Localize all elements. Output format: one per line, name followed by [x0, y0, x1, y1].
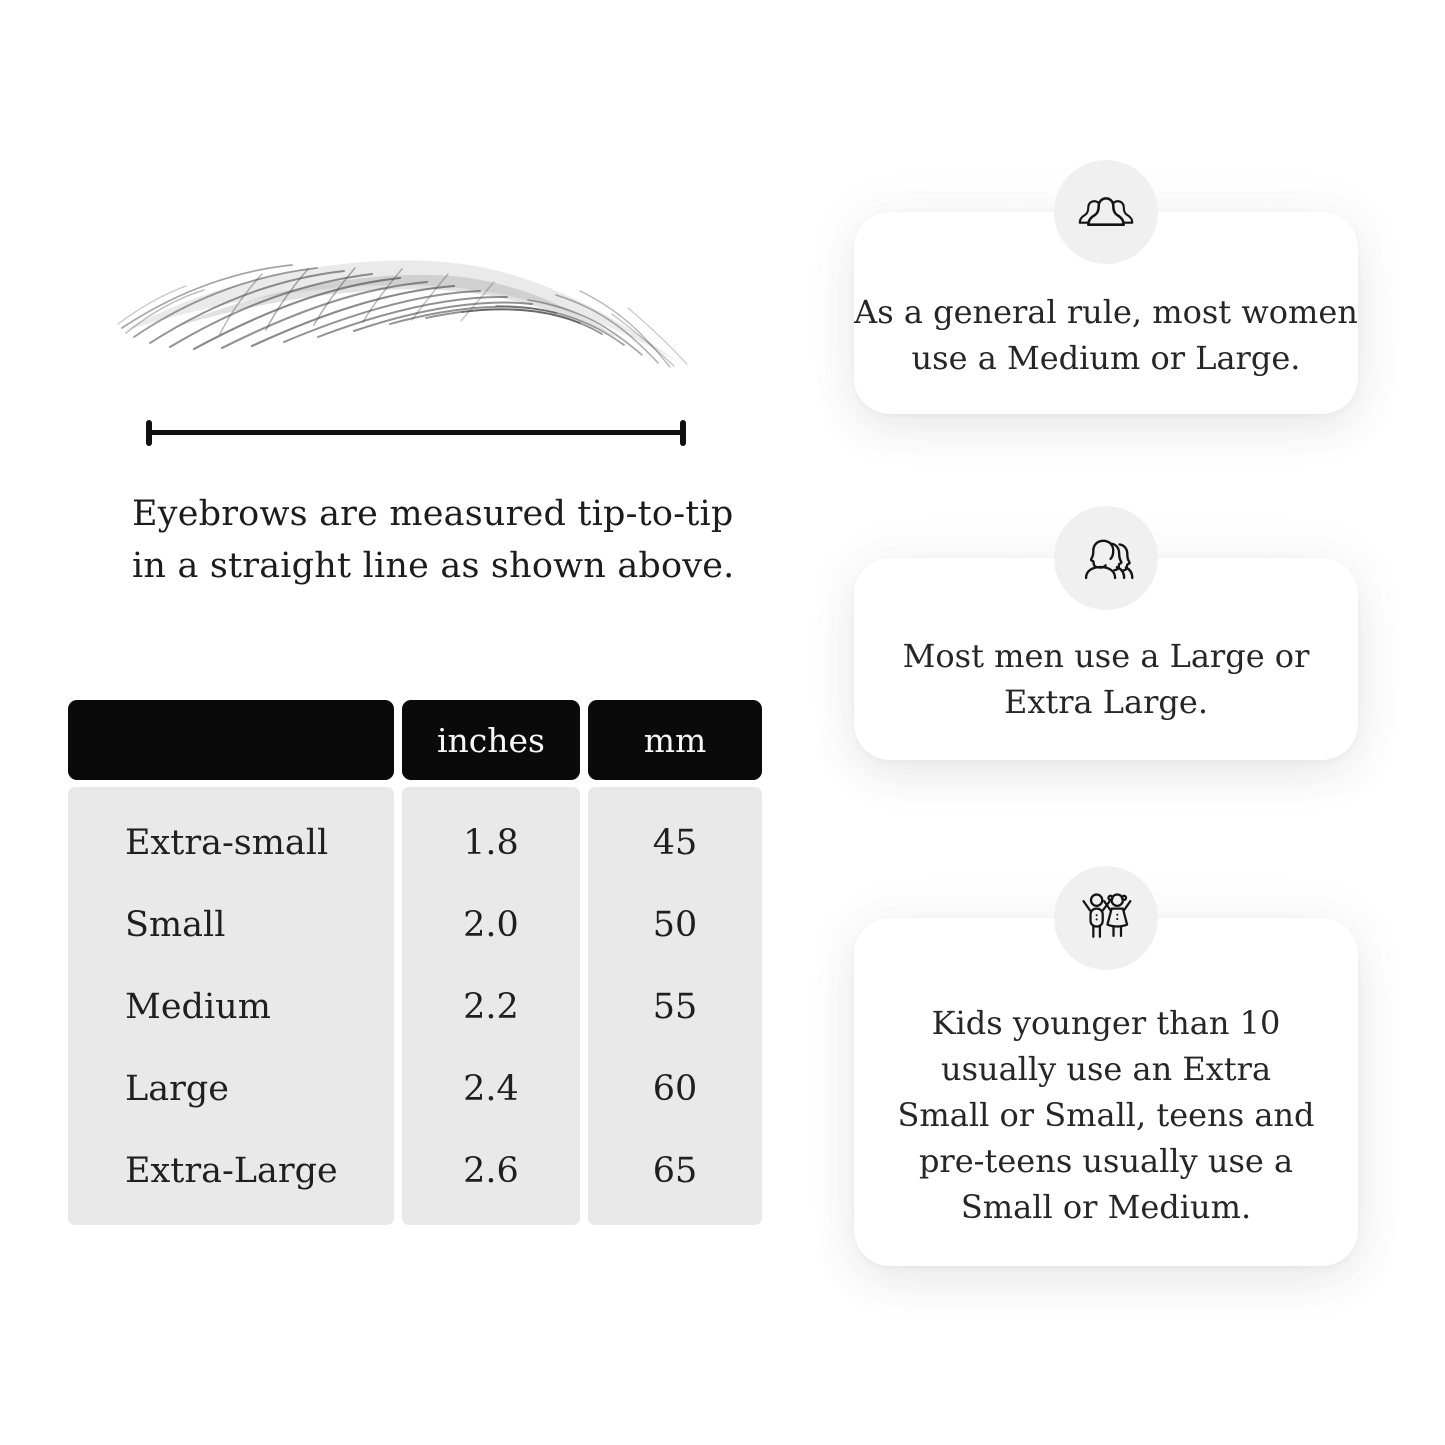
- figure-caption: [132, 488, 772, 592]
- table-row-label: Extra-small: [125, 823, 329, 863]
- men-icon-circle: [1054, 506, 1158, 610]
- table-cell-inches: 2.0: [463, 905, 519, 945]
- kids-icon: [1076, 888, 1136, 948]
- card-text-line: Extra Large.: [1003, 683, 1209, 721]
- table-header-size: [68, 700, 394, 780]
- card-text-line: use a Medium or Large.: [911, 339, 1301, 377]
- women-group-icon: [1077, 183, 1135, 241]
- table-header-mm: mm: [588, 700, 762, 780]
- table-cell-inches: 2.2: [463, 987, 519, 1027]
- card-text-line: usually use an Extra: [940, 1050, 1272, 1088]
- table-cell-mm: 55: [652, 987, 698, 1027]
- women-icon-circle: [1054, 160, 1158, 264]
- size-column-labels: [68, 787, 394, 1225]
- men-group-icon: [1077, 529, 1135, 587]
- card-text-line: Small or Medium.: [960, 1188, 1252, 1226]
- measurement-bar: [148, 430, 684, 435]
- table-cell-inches: 2.4: [463, 1069, 519, 1109]
- table-cell-mm: 45: [652, 823, 698, 863]
- table-row-label: Large: [125, 1069, 229, 1109]
- info-card-men: [854, 558, 1358, 760]
- inches-column: [402, 787, 580, 1225]
- table-cell-mm: 50: [652, 905, 698, 945]
- figure-caption-line2: in a straight line as shown above.: [132, 546, 735, 586]
- table-row-label: Extra-Large: [125, 1151, 338, 1191]
- info-card-kids: [854, 918, 1358, 1266]
- measurement-tick-right: [680, 420, 686, 446]
- table-row-label: Medium: [125, 987, 271, 1027]
- card-text-line: Kids younger than 10: [931, 1004, 1281, 1042]
- mm-column: [588, 787, 762, 1225]
- card-text-line: Small or Small, teens and: [897, 1096, 1315, 1134]
- info-card-women: [854, 212, 1358, 414]
- card-text-line: pre-teens usually use a: [918, 1142, 1294, 1180]
- size-table-header-row: [68, 700, 762, 780]
- table-cell-inches: 1.8: [463, 823, 519, 863]
- figure-caption-line1: Eyebrows are measured tip-to-tip: [132, 494, 734, 534]
- table-header-inches: inches: [402, 700, 580, 780]
- size-table: [68, 700, 762, 1225]
- eyebrow-illustration: [112, 236, 698, 382]
- kids-icon-circle: [1054, 866, 1158, 970]
- table-cell-mm: 60: [652, 1069, 698, 1109]
- size-table-body: [68, 787, 762, 1225]
- table-row-label: Small: [125, 905, 226, 945]
- table-cell-mm: 65: [652, 1151, 698, 1191]
- card-text-line: Most men use a Large or: [902, 637, 1310, 675]
- measurement-line: [146, 420, 686, 446]
- table-cell-inches: 2.6: [463, 1151, 519, 1191]
- card-text-line: As a general rule, most women: [854, 293, 1358, 331]
